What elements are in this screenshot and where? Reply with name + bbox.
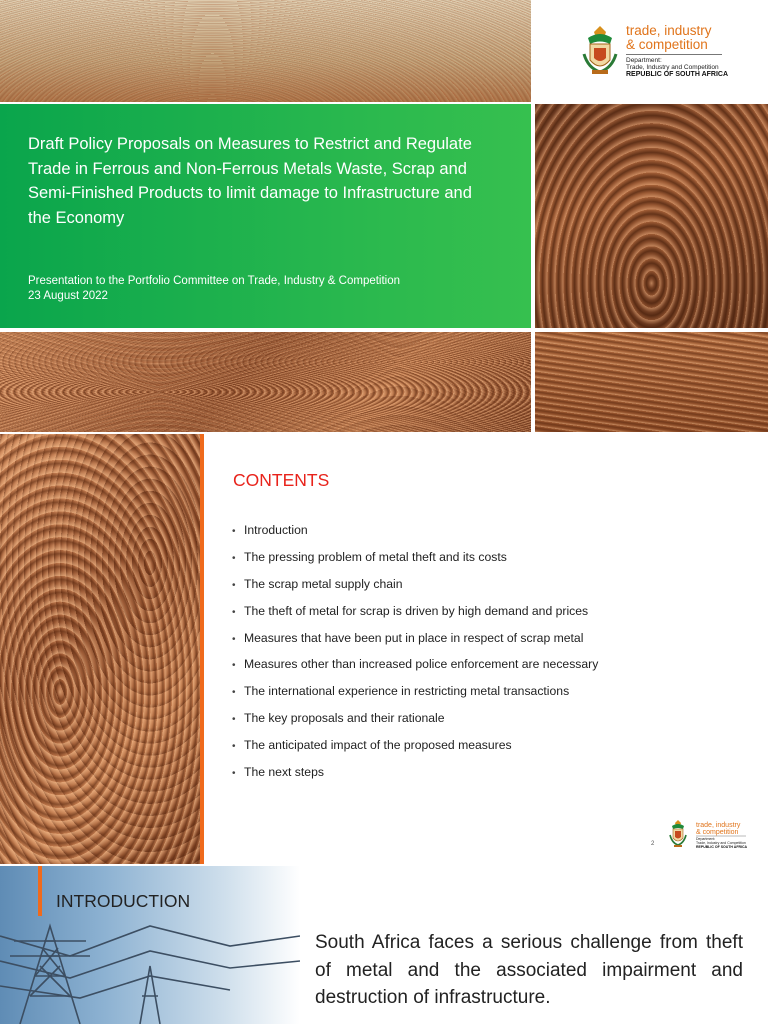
coat-of-arms-icon — [668, 818, 752, 852]
small-logo-line-2: & competition — [696, 829, 739, 836]
logo-divider — [626, 54, 722, 55]
copper-wire-photo-bottom-left — [0, 332, 531, 432]
copper-wire-photo-bottom-right — [535, 332, 768, 432]
list-item: • The anticipated impact of the proposed measures — [232, 738, 512, 753]
introduction-heading: INTRODUCTION — [56, 891, 191, 911]
list-item: • The key proposals and their rationale — [232, 711, 445, 726]
list-item: • Introduction — [232, 523, 308, 537]
contents-list — [232, 520, 598, 789]
dtic-logo-small — [668, 818, 752, 856]
introduction-body: South Africa faces a serious challenge from theft of metal and the associated impairment and destruction of infrastructure. — [315, 932, 743, 1008]
small-logo-line-1: trade, industry — [696, 822, 741, 829]
copper-wire-photo-top — [0, 0, 531, 102]
copper-wire-photo-side — [0, 434, 200, 864]
logo-country: REPUBLIC OF SOUTH AFRICA — [626, 71, 729, 78]
presentation-title: Draft Policy Proposals on Measures to Restrict and Regulate Trade in Ferrous and Non-Ferrous Metals Waste, Scrap and Semi-Finished Products to limit damage to Infrastructure and the Economy — [28, 135, 472, 227]
title-panel — [0, 104, 531, 328]
list-item: • The next steps — [232, 765, 324, 780]
list-item: • The scrap metal supply chain — [232, 576, 403, 591]
list-item: • Measures that have been put in place in respect of scrap metal — [232, 630, 584, 645]
copper-wire-photo-right — [535, 104, 768, 328]
logo-line-2: & competition — [626, 37, 708, 52]
contents-heading: CONTENTS — [233, 470, 330, 490]
accent-bar — [200, 434, 204, 864]
logo-dept-label: Department: — [626, 57, 662, 64]
small-logo-country: REPUBLIC OF SOUTH AFRICA — [696, 845, 748, 849]
list-item: • The theft of metal for scrap is driven by high demand and prices — [232, 603, 589, 618]
list-item: • The pressing problem of metal theft and its costs — [232, 549, 507, 564]
presentation-subtitle: Presentation to the Portfolio Committee on Trade, Industry & Competition — [28, 275, 401, 287]
page-number: 2 — [651, 841, 655, 847]
power-lines-photo — [0, 866, 300, 1024]
coat-of-arms-icon — [580, 24, 620, 76]
small-logo-dept-name: Trade, Industry and Competition — [696, 841, 746, 845]
small-logo-dept-label: Department: — [696, 837, 716, 841]
logo-dept-name: Trade, Industry and Competition — [626, 64, 719, 71]
accent-bar — [38, 866, 42, 916]
pylon-icon — [0, 866, 300, 1024]
list-item: • The international experience in restricting metal transactions — [232, 684, 570, 699]
list-item: • Measures other than increased police enforcement are necessary — [232, 657, 599, 672]
presentation-date: 23 August 2022 — [28, 290, 108, 302]
dtic-logo — [576, 22, 736, 82]
logo-line-1: trade, industry — [626, 23, 712, 38]
